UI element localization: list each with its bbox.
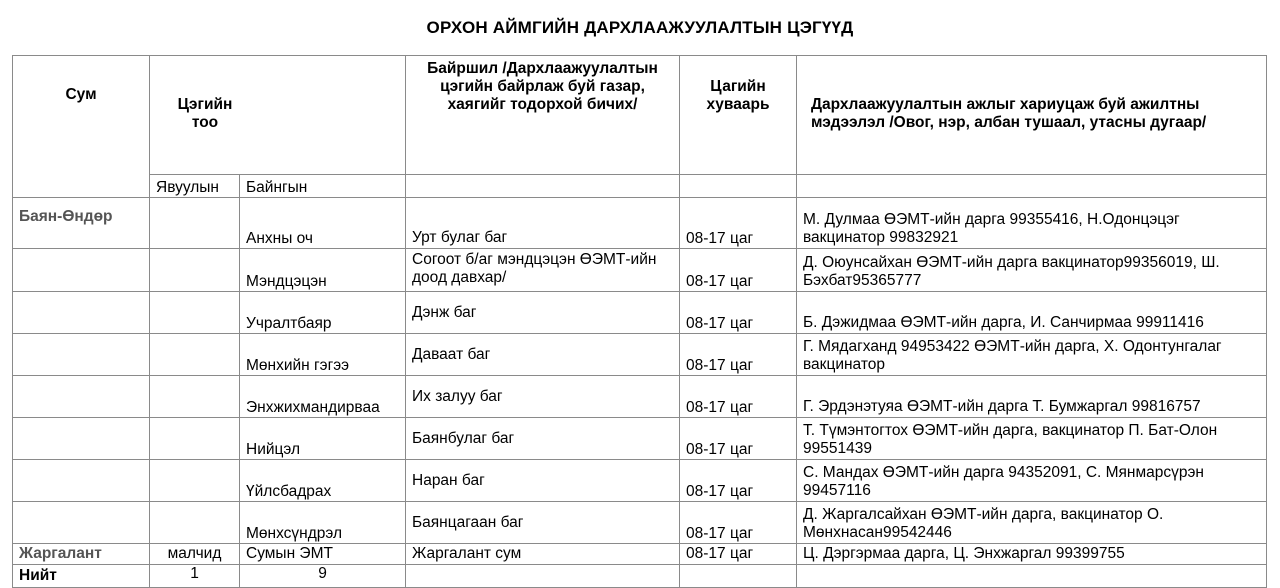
cell-mobile (150, 502, 240, 544)
cell-sum (13, 418, 150, 460)
cell-contact: М. Дулмаа ӨЭМТ-ийн дарга 99355416, Н.Одонцэцэг вакцинатор 99832921 (797, 198, 1267, 249)
cell-permanent: Учралтбаяр (240, 292, 406, 334)
table-row (13, 198, 1267, 249)
total-permanent: 9 (240, 565, 406, 588)
cell-mobile (150, 334, 240, 376)
header-sum: Сум (13, 56, 150, 198)
page-title: ОРХОН АЙМГИЙН ДАРХЛААЖУУЛАЛТЫН ЦЭГҮҮД (426, 18, 854, 37)
header-schedule: Цагийн хуваарь (680, 56, 797, 175)
cell-location: Наран баг (406, 460, 680, 502)
table-row (13, 418, 1267, 460)
cell-mobile (150, 460, 240, 502)
subheader-row (13, 175, 1267, 198)
total-mobile: 1 (150, 565, 240, 588)
cell-schedule: 08-17 цаг (680, 376, 797, 418)
table-row (13, 292, 1267, 334)
cell-location: Баянцагаан баг (406, 502, 680, 544)
table-row (13, 376, 1267, 418)
header-mobile: Явуулын (150, 175, 240, 198)
cell-location: Даваат баг (406, 334, 680, 376)
cell-schedule: 08-17 цаг (680, 502, 797, 544)
table-row (13, 502, 1267, 544)
cell-permanent: Нийцэл (240, 418, 406, 460)
cell-sum: Жаргалант (13, 544, 150, 565)
cell-sum (13, 249, 150, 292)
total-contact-blank (797, 565, 1267, 588)
header-points-count-label: Цэгийн тоо (177, 96, 233, 131)
header-contact: Дархлаажуулалтын ажлыг хариуцаж буй ажилтны мэдээлэл /Овог, нэр, албан тушаал, утасны дугаар/ (797, 56, 1267, 175)
total-label: Нийт (13, 565, 150, 588)
cell-mobile: малчид (150, 544, 240, 565)
cell-sum (13, 334, 150, 376)
cell-schedule: 08-17 цаг (680, 292, 797, 334)
cell-permanent: Анхны оч (240, 198, 406, 249)
cell-mobile (150, 418, 240, 460)
cell-location: Баянбулаг баг (406, 418, 680, 460)
header-row (13, 56, 1267, 175)
cell-mobile (150, 376, 240, 418)
cell-mobile (150, 198, 240, 249)
cell-mobile (150, 249, 240, 292)
header-location-blank (406, 175, 680, 198)
cell-permanent: Мэндцэцэн (240, 249, 406, 292)
cell-sum (13, 292, 150, 334)
table-row (13, 460, 1267, 502)
cell-sum (13, 460, 150, 502)
cell-schedule: 08-17 цаг (680, 544, 797, 565)
cell-contact: Б. Дэжидмаа ӨЭМТ-ийн дарга, И. Санчирмаа 99911416 (797, 292, 1267, 334)
cell-location: Согоот б/аг мэндцэцэн ӨЭМТ-ийн доод давхар/ (406, 249, 680, 292)
table-row (13, 334, 1267, 376)
cell-permanent: Сумын ЭМТ (240, 544, 406, 565)
total-schedule-blank (680, 565, 797, 588)
cell-contact: Д. Оюунсайхан ӨЭМТ-ийн дарга вакцинатор99356019, Ш. Бэхбат95365777 (797, 249, 1267, 292)
cell-contact: Г. Эрдэнэтуяа ӨЭМТ-ийн дарга Т. Бумжаргал 99816757 (797, 376, 1267, 418)
cell-schedule: 08-17 цаг (680, 334, 797, 376)
table-row (13, 249, 1267, 292)
cell-location: Урт булаг баг (406, 198, 680, 249)
cell-permanent: Мөнхийн гэгээ (240, 334, 406, 376)
header-permanent: Байнгын (240, 175, 406, 198)
cell-permanent: Мөнхсүндрэл (240, 502, 406, 544)
header-points-count (150, 56, 406, 175)
cell-location: Их залуу баг (406, 376, 680, 418)
total-row (13, 565, 1267, 588)
cell-contact: Т. Түмэнтогтох ӨЭМТ-ийн дарга, вакцинатор П. Бат-Олон 99551439 (797, 418, 1267, 460)
cell-contact: Ц. Дэргэрмаа дарга, Ц. Энхжаргал 99399755 (797, 544, 1267, 565)
total-location-blank (406, 565, 680, 588)
cell-mobile (150, 292, 240, 334)
cell-contact: Д. Жаргалсайхан ӨЭМТ-ийн дарга, вакцинатор О. Мөнхнасан99542446 (797, 502, 1267, 544)
header-schedule-blank (680, 175, 797, 198)
header-location: Байршил /Дархлаажуулалтын цэгийн байрлаж буй газар, хаягийг тодорхой бичих/ (406, 56, 680, 175)
cell-sum: Баян-Өндөр (13, 198, 150, 249)
cell-location: Дэнж баг (406, 292, 680, 334)
cell-contact: С. Мандах ӨЭМТ-ийн дарга 94352091, С. Мянмарсүрэн 99457116 (797, 460, 1267, 502)
cell-schedule: 08-17 цаг (680, 249, 797, 292)
table-row (13, 544, 1267, 565)
cell-location: Жаргалант сум (406, 544, 680, 565)
cell-schedule: 08-17 цаг (680, 418, 797, 460)
cell-contact: Г. Мядагханд 94953422 ӨЭМТ-ийн дарга, Х. Одонтунгалаг вакцинатор (797, 334, 1267, 376)
cell-permanent: Үйлсбадрах (240, 460, 406, 502)
cell-permanent: Энхжихмандирваа (240, 376, 406, 418)
cell-schedule: 08-17 цаг (680, 198, 797, 249)
cell-sum (13, 376, 150, 418)
cell-sum (13, 502, 150, 544)
header-contact-blank (797, 175, 1267, 198)
cell-schedule: 08-17 цаг (680, 460, 797, 502)
vaccination-points-table (12, 55, 1267, 588)
